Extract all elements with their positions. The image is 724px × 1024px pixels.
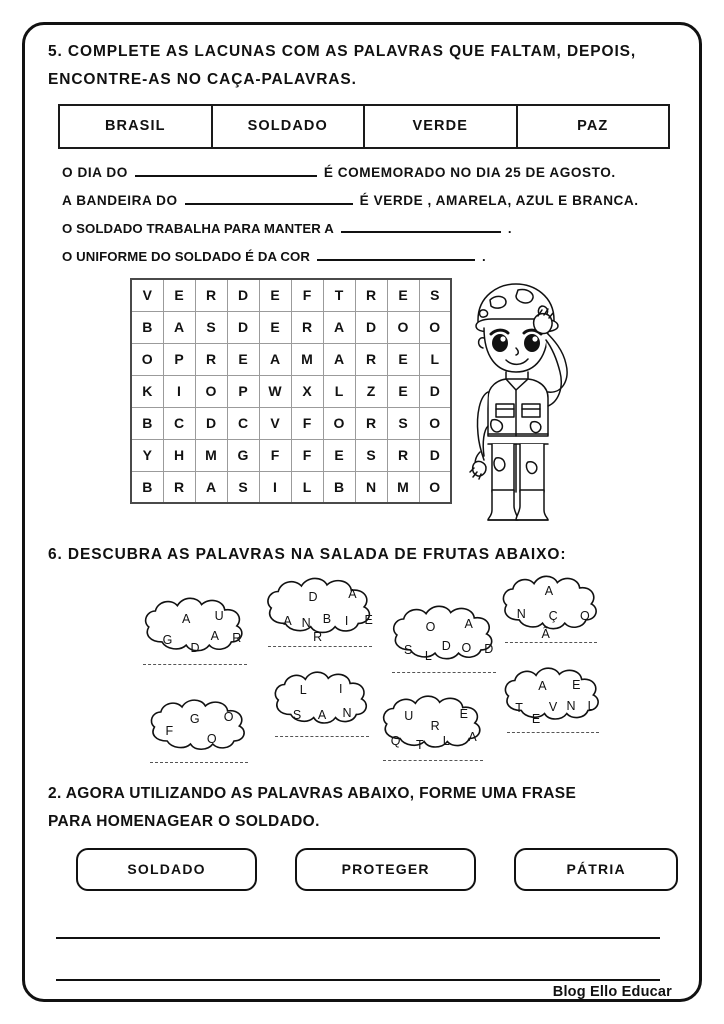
cloud-letter: A <box>538 678 547 693</box>
word-bank-cell-brasil: BRASIL <box>60 106 213 147</box>
word-search-cell[interactable]: D <box>419 375 451 407</box>
word-search-cell[interactable]: E <box>259 279 291 311</box>
cloud-letter: U <box>214 609 224 624</box>
wordsearch-and-illustration <box>48 278 678 529</box>
word-bank-table <box>58 104 670 149</box>
cloud-letter: D <box>308 590 318 605</box>
cloud-shape-icon <box>388 603 500 667</box>
sentence-4-before: O UNIFORME DO SOLDADO É DA COR <box>62 249 310 265</box>
question-2-heading-line2: PARA HOMENAGEAR O SOLDADO. <box>48 813 320 831</box>
word-bank-cell-verde: VERDE <box>365 106 518 147</box>
cloud-bandeira <box>262 575 378 647</box>
question-5-section <box>48 40 678 529</box>
word-search-cell[interactable]: A <box>323 311 355 343</box>
cloud-letter: O <box>425 619 436 634</box>
cloud-letter: N <box>301 616 311 631</box>
word-bank-cell-paz: PAZ <box>577 118 609 135</box>
cloud-fogo <box>146 697 252 763</box>
word-search-cell[interactable]: V <box>259 407 291 439</box>
word-search-cell[interactable]: P <box>227 375 259 407</box>
word-search-cell[interactable]: K <box>131 375 163 407</box>
word-search-cell[interactable]: X <box>291 375 323 407</box>
cloud-letter: D <box>484 641 494 656</box>
word-search-cell[interactable]: I <box>259 471 291 503</box>
cloud-answer-line[interactable] <box>392 671 496 673</box>
cloud-letter: G <box>162 632 173 647</box>
word-search-cell[interactable]: Z <box>355 375 387 407</box>
word-search-cell[interactable]: F <box>291 407 323 439</box>
cloud-letter: D <box>441 638 451 653</box>
cloud-letter: O <box>580 608 590 623</box>
soldier-illustration <box>458 276 576 529</box>
cloud-letter: N <box>516 606 526 621</box>
sentence-1 <box>62 165 678 180</box>
cloud-letter: B <box>322 612 332 627</box>
cloud-valente <box>500 665 606 733</box>
word-search-cell[interactable]: D <box>355 311 387 343</box>
saluting-soldier-icon <box>458 276 576 524</box>
word-search-cell[interactable]: E <box>259 311 291 343</box>
footer-brand: Blog Ello Educar <box>552 984 672 1000</box>
sentence-2 <box>62 193 678 208</box>
word-search-cell[interactable]: R <box>387 439 419 471</box>
word-search-cell[interactable]: O <box>131 343 163 375</box>
cloud-letter: U <box>404 708 414 723</box>
sentence-3-after: . <box>507 221 512 237</box>
word-search-cell[interactable]: D <box>227 279 259 311</box>
sentence-4-after: . <box>481 249 486 265</box>
word-button-proteger[interactable]: PROTEGER <box>295 848 476 891</box>
sentence-2-after: É VERDE , AMARELA, AZUL E BRANCA. <box>359 193 639 209</box>
writing-line-1[interactable] <box>56 913 660 939</box>
cloud-letter: E <box>459 706 468 721</box>
cloud-soldado <box>388 603 500 673</box>
cloud-letter: A <box>544 584 554 599</box>
word-search-cell[interactable]: E <box>163 279 195 311</box>
cloud-letter: I <box>344 614 349 629</box>
word-search-cell[interactable]: L <box>291 471 323 503</box>
cloud-letter: R <box>430 719 440 734</box>
cloud-letter: Q <box>390 733 401 748</box>
cloud-letter: L <box>424 649 432 664</box>
word-search-cell[interactable]: F <box>259 439 291 471</box>
sentence-1-blank[interactable] <box>135 166 317 177</box>
word-search-cell[interactable]: T <box>323 279 355 311</box>
question-2-section <box>48 782 678 981</box>
word-search-cell[interactable]: S <box>195 311 227 343</box>
sentence-word-buttons <box>76 848 678 891</box>
word-search-cell[interactable]: R <box>195 343 227 375</box>
word-search-cell[interactable]: O <box>419 471 451 503</box>
sentence-1-before: O DIA DO <box>62 165 128 181</box>
word-search-grid[interactable] <box>130 278 452 504</box>
word-search-cell[interactable]: E <box>387 279 419 311</box>
cloud-answer-line[interactable] <box>268 645 372 647</box>
question-5-heading-line1: 5. COMPLETE AS LACUNAS COM AS PALAVRAS QUE FALTAM, DEPOIS, <box>48 43 637 60</box>
cloud-answer-line[interactable] <box>143 663 247 665</box>
word-search-row <box>131 343 451 375</box>
word-search-cell[interactable]: M <box>195 439 227 471</box>
word-search-cell[interactable]: Y <box>131 439 163 471</box>
word-bank-cell-soldado: SOLDADO <box>213 106 366 147</box>
cloud-letter: O <box>206 732 217 747</box>
word-search-cell[interactable]: S <box>227 471 259 503</box>
word-search-cell[interactable]: A <box>163 311 195 343</box>
cloud-letter: F <box>165 724 174 739</box>
sentence-2-blank[interactable] <box>185 194 353 205</box>
fruit-salad-clouds <box>48 573 678 788</box>
cloud-answer-line[interactable] <box>383 759 483 761</box>
word-search-cell[interactable]: G <box>227 439 259 471</box>
word-search-cell[interactable]: B <box>131 311 163 343</box>
word-search-cell[interactable]: E <box>227 343 259 375</box>
cloud-letter: A <box>317 707 327 722</box>
word-search-cell[interactable]: B <box>131 407 163 439</box>
cloud-letter: N <box>566 699 576 714</box>
word-search-cell[interactable]: D <box>419 439 451 471</box>
cloud-letter: L <box>299 682 307 697</box>
word-search-row <box>131 471 451 503</box>
cloud-letter: L <box>587 699 595 714</box>
sentence-3-blank[interactable] <box>341 222 501 233</box>
sentence-4-blank[interactable] <box>317 250 475 261</box>
cloud-sinal <box>270 669 374 737</box>
question-6-heading: 6. DESCUBRA AS PALAVRAS NA SALADA DE FRUTAS ABAIXO: <box>48 546 567 564</box>
word-search-row <box>131 439 451 471</box>
word-search-cell[interactable]: R <box>195 279 227 311</box>
question-6-section <box>48 543 678 788</box>
question-5-heading-line2: ENCONTRE-AS NO CAÇA-PALAVRAS. <box>48 71 357 89</box>
sentence-2-before: A BANDEIRA DO <box>62 193 178 209</box>
cloud-shape-icon <box>500 665 606 727</box>
word-search-cell[interactable]: M <box>387 471 419 503</box>
cloud-shape-icon <box>146 697 252 757</box>
fill-in-sentences <box>62 165 678 264</box>
cloud-answer-line[interactable] <box>150 761 248 763</box>
word-search-cell[interactable]: F <box>291 279 323 311</box>
word-search-cell[interactable]: E <box>387 375 419 407</box>
word-search-cell[interactable]: R <box>291 311 323 343</box>
cloud-letter: R <box>313 629 323 644</box>
word-search-cell[interactable]: F <box>291 439 323 471</box>
cloud-shape-icon <box>262 575 378 641</box>
word-search-cell[interactable]: R <box>355 407 387 439</box>
word-search-cell[interactable]: N <box>355 471 387 503</box>
word-search-cell[interactable]: A <box>259 343 291 375</box>
word-search-cell[interactable]: A <box>195 471 227 503</box>
cloud-letter: E <box>531 711 541 726</box>
answer-writing-lines <box>56 913 678 981</box>
cloud-letter: L <box>442 733 450 748</box>
cloud-letter: A <box>210 628 219 643</box>
word-search-cell[interactable]: S <box>355 439 387 471</box>
word-search-cell[interactable]: S <box>419 279 451 311</box>
word-search-cell[interactable]: D <box>195 407 227 439</box>
cloud-letter: O <box>223 710 234 725</box>
word-search-cell[interactable]: C <box>227 407 259 439</box>
cloud-letter: S <box>292 707 302 722</box>
cloud-answer-line[interactable] <box>505 641 597 643</box>
word-search-cell[interactable]: H <box>163 439 195 471</box>
word-search-cell[interactable]: P <box>163 343 195 375</box>
word-search-cell[interactable]: M <box>291 343 323 375</box>
word-search-cell[interactable]: C <box>163 407 195 439</box>
cloud-letter: A <box>182 611 191 626</box>
cloud-letter: D <box>190 641 200 656</box>
word-search-cell[interactable]: R <box>355 343 387 375</box>
word-search-cell[interactable]: R <box>163 471 195 503</box>
word-search-cell[interactable]: L <box>419 343 451 375</box>
word-search-cell[interactable]: O <box>387 311 419 343</box>
word-search-cell[interactable]: W <box>259 375 291 407</box>
writing-line-2[interactable] <box>56 955 660 981</box>
word-button-patria[interactable]: PÁTRIA <box>514 848 678 891</box>
word-search-cell[interactable]: E <box>387 343 419 375</box>
word-search-cell[interactable]: L <box>323 375 355 407</box>
sentence-3-before: O SOLDADO TRABALHA PARA MANTER A <box>62 221 334 237</box>
cloud-letter: T <box>515 701 523 716</box>
cloud-answer-line[interactable] <box>275 735 369 737</box>
word-search-cell[interactable]: O <box>419 311 451 343</box>
word-search-cell[interactable]: O <box>323 407 355 439</box>
cloud-letter: A <box>283 614 292 629</box>
cloud-letter: S <box>403 642 413 657</box>
word-search-row <box>131 375 451 407</box>
cloud-letter: O <box>461 640 472 655</box>
word-button-soldado[interactable]: SOLDADO <box>76 848 257 891</box>
cloud-letter: A <box>464 617 473 632</box>
cloud-shape-icon <box>140 595 250 659</box>
cloud-letter: Ç <box>548 608 558 623</box>
cloud-shape-icon <box>270 669 374 731</box>
cloud-letter: E <box>364 613 373 628</box>
cloud-letter: A <box>348 586 357 601</box>
sentence-1-after: É COMEMORADO NO DIA 25 DE AGOSTO. <box>323 165 616 181</box>
word-search-row <box>131 311 451 343</box>
cloud-quartel <box>378 693 488 761</box>
sentence-3 <box>62 221 678 236</box>
question-2-heading-line1: 2. AGORA UTILIZANDO AS PALAVRAS ABAIXO, FORME UMA FRASE <box>48 785 577 803</box>
word-search-cell[interactable]: B <box>323 471 355 503</box>
word-search-cell[interactable]: S <box>387 407 419 439</box>
cloud-letter: N <box>342 706 352 721</box>
cloud-shape-icon <box>498 573 604 637</box>
word-search-cell[interactable]: E <box>323 439 355 471</box>
cloud-answer-line[interactable] <box>507 731 599 733</box>
word-search-row <box>131 407 451 439</box>
cloud-letter: T <box>415 737 424 752</box>
word-search-cell[interactable]: D <box>227 311 259 343</box>
word-search-cell[interactable]: I <box>163 375 195 407</box>
cloud-letter: G <box>189 712 200 727</box>
cloud-letter: R <box>232 630 242 645</box>
word-search-cell[interactable]: R <box>355 279 387 311</box>
word-search-cell[interactable]: O <box>419 407 451 439</box>
cloud-letter: Ã <box>541 626 550 641</box>
cloud-nacao <box>498 573 604 643</box>
word-search-cell[interactable]: O <box>195 375 227 407</box>
sentence-4 <box>62 249 678 264</box>
cloud-letter: V <box>548 700 558 715</box>
cloud-letter: E <box>572 677 581 692</box>
cloud-letter: A <box>468 730 477 745</box>
cloud-guarda <box>140 595 250 665</box>
word-search-cell[interactable]: B <box>131 471 163 503</box>
cloud-shape-icon <box>378 693 488 755</box>
word-search-cell[interactable]: V <box>131 279 163 311</box>
cloud-letter: I <box>338 681 343 696</box>
word-search-cell[interactable]: A <box>323 343 355 375</box>
word-search-row <box>131 279 451 311</box>
